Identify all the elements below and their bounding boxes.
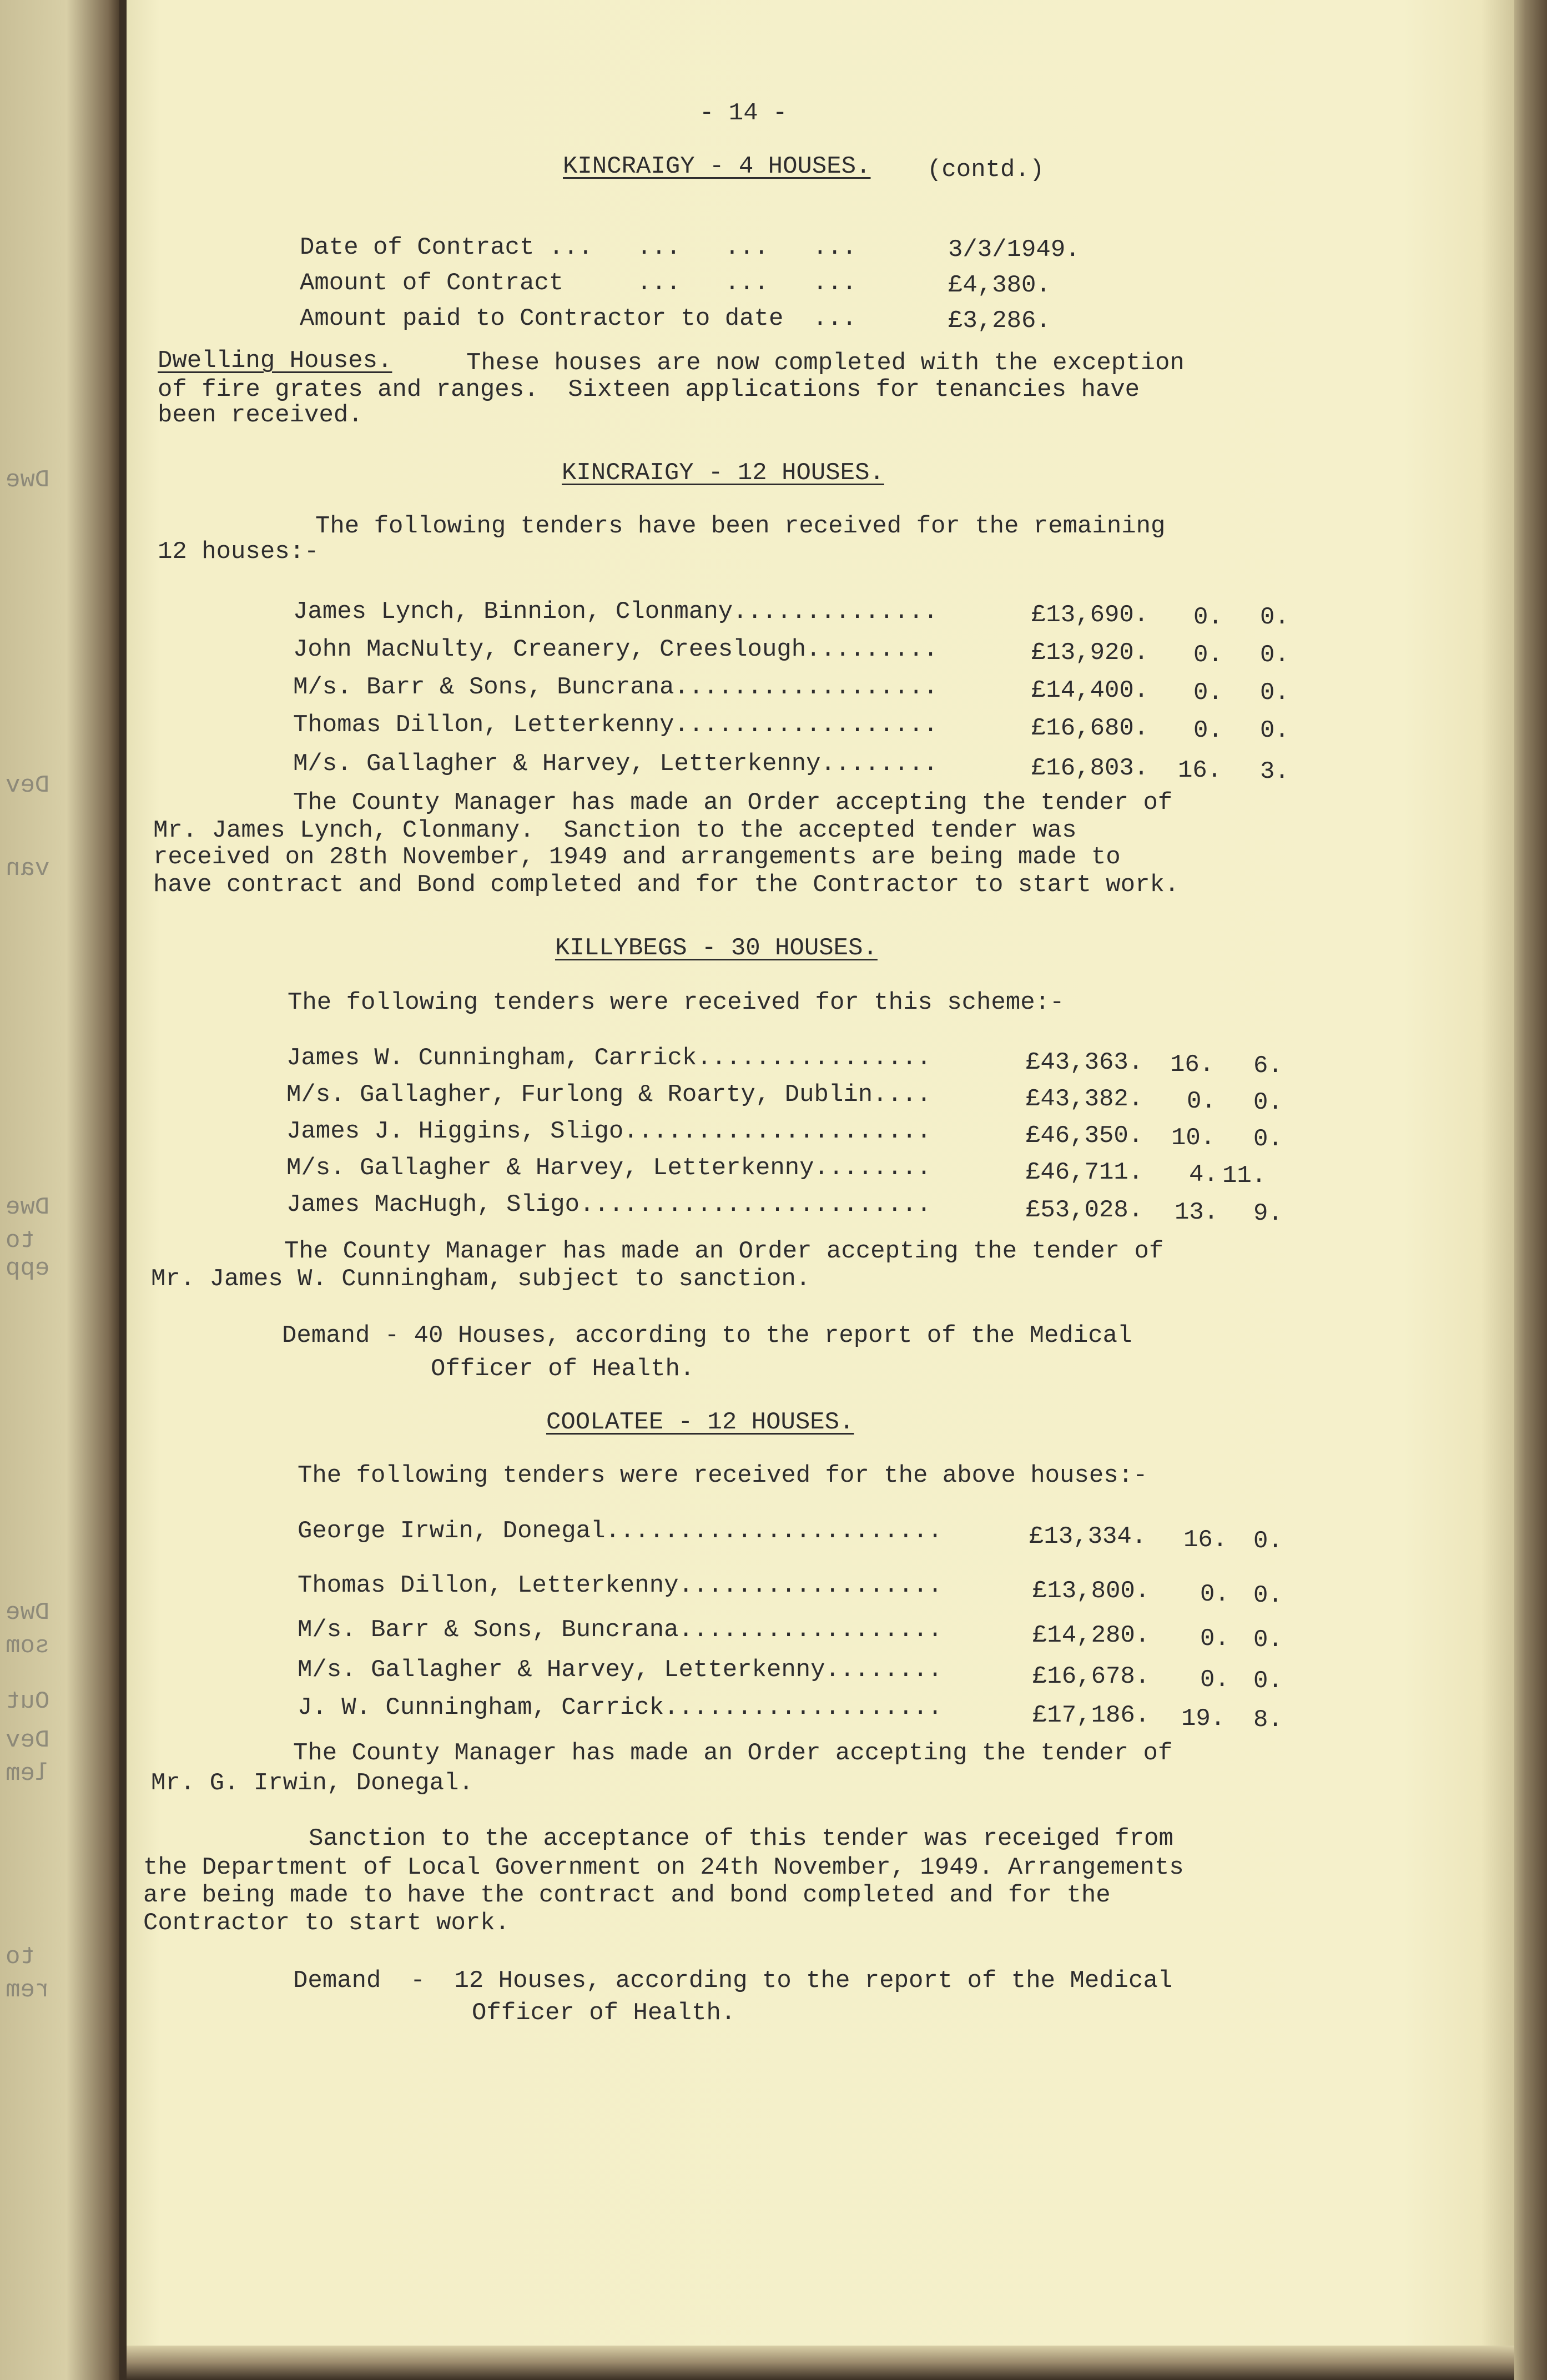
- tender-name: James MacHugh, Sligo........................: [286, 1191, 931, 1219]
- tender-shillings: 0.: [1200, 1581, 1229, 1608]
- tender-name: M/s. Gallagher & Harvey, Letterkenny........: [286, 1154, 931, 1182]
- section-heading-suffix: (contd.): [927, 156, 1045, 184]
- demand-line: Demand - 12 Houses, according to the report of the Medical: [293, 1967, 1173, 1995]
- paragraph-line: The County Manager has made an Order accepting the tender of: [293, 1739, 1173, 1767]
- demand-line: Demand - 40 Houses, according to the report of the Medical: [282, 1322, 1132, 1350]
- dwelling-houses-label: Dwelling Houses.: [158, 347, 392, 375]
- tender-amount: £13,334.: [1029, 1523, 1147, 1551]
- document-page: [127, 0, 1514, 2380]
- previous-page-fragment: Out: [6, 1688, 50, 1715]
- tender-amount: £16,678.: [1032, 1663, 1150, 1690]
- tender-pence: 0.: [1253, 1582, 1283, 1609]
- paragraph-line: received on 28th November, 1949 and arrangements are being made to: [153, 843, 1121, 871]
- tender-pence: 9.: [1253, 1200, 1283, 1227]
- paragraph-line: The County Manager has made an Order accepting the tender of: [293, 789, 1173, 817]
- tender-name: George Irwin, Donegal.......................: [298, 1517, 943, 1545]
- previous-page-fragment: Dwe: [6, 466, 50, 494]
- tender-amount: £46,711.: [1026, 1159, 1143, 1186]
- tender-shillings: 16.: [1183, 1526, 1228, 1554]
- demand-line: Officer of Health.: [472, 1999, 736, 2027]
- tender-shillings: 13.: [1175, 1199, 1219, 1226]
- tender-shillings: 0.: [1193, 679, 1223, 707]
- tender-shillings: 0.: [1193, 717, 1223, 744]
- tender-shillings: 10.: [1171, 1124, 1216, 1152]
- contract-detail-value: 3/3/1949.: [948, 236, 1080, 264]
- tender-shillings: 4.: [1189, 1161, 1218, 1189]
- demand-line: Officer of Health.: [431, 1355, 695, 1383]
- tender-name: John MacNulty, Creanery, Creeslough.........: [293, 636, 938, 663]
- tender-shillings: 16.: [1170, 1051, 1215, 1079]
- paragraph-line: 12 houses:-: [158, 538, 319, 566]
- tender-name: M/s. Barr & Sons, Buncrana..................: [293, 673, 938, 701]
- tender-pence: 0.: [1253, 1626, 1283, 1654]
- tender-shillings: 0.: [1187, 1088, 1216, 1115]
- contract-detail-value: £3,286.: [948, 307, 1051, 335]
- contract-detail-label: Amount of Contract ... ... ...: [300, 269, 857, 297]
- tender-amount: £14,280.: [1032, 1622, 1150, 1649]
- tender-pence: 11.: [1222, 1162, 1267, 1190]
- tender-shillings: 0.: [1193, 641, 1223, 669]
- paragraph-line: been received.: [158, 401, 363, 429]
- paragraph-line: The County Manager has made an Order accepting the tender of: [284, 1237, 1164, 1265]
- paragraph-line: The following tenders have been received for the remaining: [315, 512, 1166, 540]
- previous-page-fragment: Dev: [6, 772, 50, 799]
- tender-name: James Lynch, Binnion, Clonmany..............: [293, 598, 938, 626]
- paragraph-line: These houses are now completed with the exception: [466, 349, 1185, 377]
- tender-name: Thomas Dillon, Letterkenny..................: [298, 1572, 943, 1599]
- tender-amount: £13,690.: [1031, 601, 1149, 629]
- tender-amount: £46,350.: [1026, 1122, 1143, 1150]
- tender-shillings: 19.: [1181, 1705, 1226, 1733]
- tender-shillings: 0.: [1193, 603, 1223, 631]
- tender-amount: £17,186.: [1032, 1702, 1150, 1729]
- tender-amount: £43,363.: [1026, 1049, 1143, 1076]
- previous-page-fragment: rem: [6, 1976, 50, 2004]
- paragraph-line: Mr. G. Irwin, Donegal.: [151, 1769, 473, 1797]
- tender-pence: 0.: [1260, 603, 1289, 631]
- tender-pence: 0.: [1253, 1527, 1283, 1555]
- tender-pence: 8.: [1253, 1706, 1283, 1734]
- previous-page-fragment: Dwe: [6, 1194, 50, 1221]
- previous-page-fragment: som: [6, 1632, 50, 1660]
- paragraph-line: are being made to have the contract and bond completed and for the: [143, 1881, 1111, 1909]
- tender-name: Thomas Dillon, Letterkenny..................: [293, 711, 938, 739]
- tender-name: J. W. Cunningham, Carrick...................: [298, 1694, 943, 1722]
- tender-pence: 3.: [1260, 758, 1289, 786]
- paragraph-line: the Department of Local Government on 24th November, 1949. Arrangements: [143, 1854, 1184, 1881]
- contract-detail-value: £4,380.: [948, 271, 1051, 299]
- tender-amount: £16,803.: [1031, 754, 1149, 782]
- paragraph-line: Mr. James W. Cunningham, subject to sanction.: [151, 1265, 811, 1293]
- previous-page-fragment: to: [6, 1943, 35, 1971]
- tender-name: M/s. Gallagher & Harvey, Letterkenny........: [298, 1656, 943, 1684]
- tender-amount: £43,382.: [1026, 1085, 1143, 1113]
- paragraph-line: have contract and Bond completed and for the Contractor to start work.: [153, 871, 1180, 899]
- tender-name: M/s. Gallagher & Harvey, Letterkenny........: [293, 750, 938, 778]
- bottom-page-edge: [127, 2346, 1514, 2380]
- tender-pence: 0.: [1260, 679, 1289, 707]
- section-heading-killybegs: KILLYBEGS - 30 HOUSES.: [555, 934, 878, 962]
- previous-page-fragment: epp: [6, 1255, 50, 1282]
- tender-name: James J. Higgins, Sligo.....................: [286, 1118, 931, 1145]
- tender-shillings: 0.: [1200, 1625, 1229, 1653]
- previous-page-fragment: lem: [6, 1760, 50, 1788]
- paragraph-line: Mr. James Lynch, Clonmany. Sanction to the accepted tender was: [153, 817, 1077, 844]
- page-number: - 14 -: [699, 99, 788, 127]
- tender-shillings: 16.: [1178, 757, 1222, 784]
- previous-page-fragment: to: [6, 1227, 35, 1255]
- previous-page-fragment: Dev: [6, 1727, 50, 1754]
- tender-pence: 0.: [1260, 717, 1289, 744]
- paragraph-line: Sanction to the acceptance of this tender was receiged from: [309, 1825, 1173, 1853]
- tender-amount: £13,920.: [1031, 639, 1149, 667]
- paragraph-line: of fire grates and ranges. Sixteen applications for tenancies have: [158, 376, 1140, 404]
- paragraph-line: The following tenders were received for the above houses:-: [298, 1462, 1148, 1490]
- paragraph-line: The following tenders were received for this scheme:-: [288, 989, 1065, 1017]
- contract-detail-label: Date of Contract ... ... ... ...: [300, 234, 857, 261]
- contract-detail-label: Amount paid to Contractor to date ...: [300, 305, 857, 333]
- previous-page-edge: [0, 0, 119, 2380]
- tender-name: M/s. Barr & Sons, Buncrana..................: [298, 1616, 943, 1644]
- tender-amount: £16,680.: [1031, 714, 1149, 742]
- section-heading-kincraigy-12: KINCRAIGY - 12 HOUSES.: [562, 459, 884, 487]
- tender-pence: 0.: [1253, 1089, 1283, 1116]
- tender-amount: £14,400.: [1031, 677, 1149, 705]
- section-heading-kincraigy-4: KINCRAIGY - 4 HOUSES.: [563, 153, 871, 180]
- tender-name: James W. Cunningham, Carrick................: [286, 1044, 931, 1072]
- previous-page-fragment: van: [6, 855, 50, 883]
- tender-amount: £53,028.: [1026, 1196, 1143, 1224]
- tender-name: M/s. Gallagher, Furlong & Roarty, Dublin....: [286, 1081, 931, 1109]
- tender-pence: 0.: [1253, 1667, 1283, 1695]
- tender-shillings: 0.: [1200, 1666, 1229, 1694]
- tender-pence: 6.: [1253, 1052, 1283, 1080]
- tender-pence: 0.: [1253, 1125, 1283, 1153]
- tender-amount: £13,800.: [1032, 1577, 1150, 1605]
- paragraph-line: Contractor to start work.: [143, 1909, 510, 1937]
- previous-page-fragment: Dwe: [6, 1599, 50, 1627]
- right-page-edge: [1514, 0, 1547, 2380]
- section-heading-coolatee: COOLATEE - 12 HOUSES.: [546, 1408, 854, 1436]
- tender-pence: 0.: [1260, 641, 1289, 669]
